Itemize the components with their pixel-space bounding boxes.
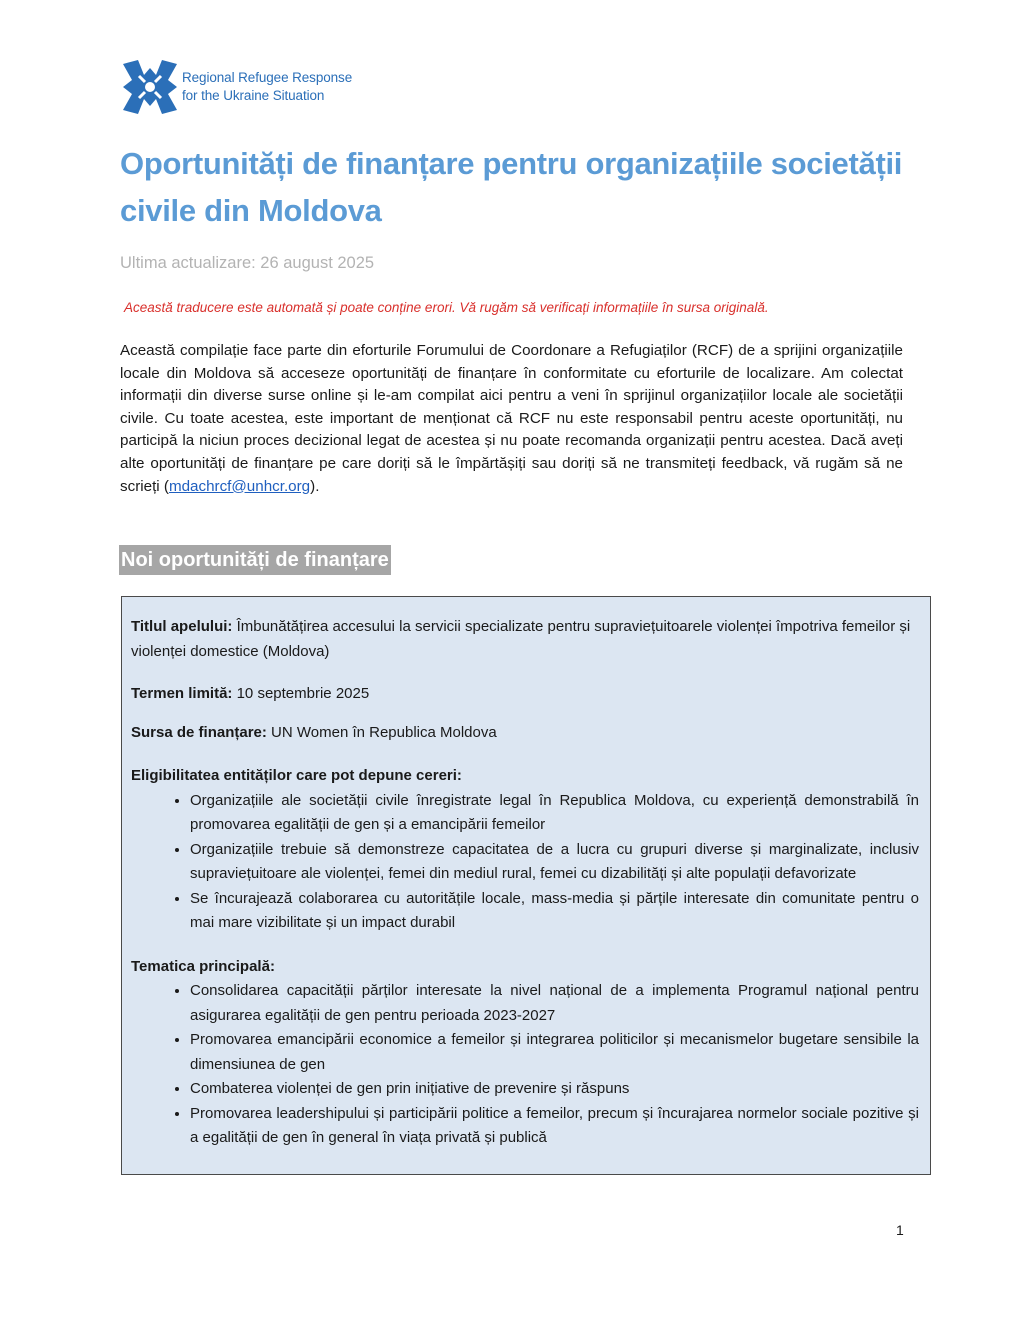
deadline-field <box>131 682 921 707</box>
section-title: Noi oportunități de finanțare <box>119 545 391 575</box>
intro-paragraph <box>120 340 903 498</box>
rrp-logo-icon <box>121 58 179 116</box>
intro-text: Această compilație face parte din eforturile Forumului de Coordonare a Refugiaților (RCF) de a sprijini organizațiile locale din Moldova să acceseze oportunități de finanțare în conformitate cu eforturile de localizare. Am colectat informații din diverse surse online și le-am compilat aici pentru a veni în sprijinul organizațiilor locale ale societății civile. Cu toate acestea, este important de menționat că RCF nu este responsabil pentru aceste oportunități, nu participă la niciun proces decizional legat de acestea și nu poate recomanda organizații pentru acestea. Dacă aveți alte oportunități de finanțare pe care doriți să le împărtășiți sau doriți să ne transmiteți feedback, vă rugăm să ne scrieți ( <box>120 342 903 495</box>
funding-source-field <box>131 721 921 746</box>
page-number: 1 <box>896 1222 904 1238</box>
eligibility-item: • Organizațiile ale societății civile înregistrate legal în Republica Moldova, cu experiență demonstrabilă în promovarea egalității de gen și a emancipării femeilor <box>190 789 921 838</box>
opportunity-card <box>121 596 931 1175</box>
funding-source-value: UN Women în Republica Moldova <box>271 723 497 741</box>
logo <box>121 58 352 116</box>
last-updated: Ultima actualizare: 26 august 2025 <box>120 254 375 272</box>
page-title: Oportunități de finanțare pentru organizațiile societății civile din Moldova <box>120 146 903 228</box>
logo-text-line1: Regional Refugee Response <box>182 70 353 85</box>
contact-email-link[interactable]: mdachrcf@unhcr.org <box>168 477 311 495</box>
translation-disclaimer: Această traducere este automată și poate conține erori. Vă rugăm să verificați informațiile în sursa originală. <box>124 300 769 315</box>
intro-text-end: ). <box>310 477 320 495</box>
eligibility-list <box>131 789 921 936</box>
call-title-label: Titlul apelului: <box>131 618 233 635</box>
funding-source-label: Sursa de finanțare: <box>131 723 267 741</box>
logo-text <box>182 69 352 105</box>
eligibility-item: • Se încurajează colaborarea cu autoritățile locale, mass-media și părțile interesate din comunitate pentru o mai mare vizibilitate și un impact durabil <box>190 887 921 936</box>
call-title-field <box>131 615 921 664</box>
themes-heading: Tematica principală: <box>131 957 275 975</box>
theme-item: • Consolidarea capacității părților interesate la nivel național de a implementa Programul național pentru asigurarea egalității de gen pentru perioada 2023-2027 <box>190 979 921 1028</box>
eligibility-heading: Eligibilitatea entităților care pot depune cereri: <box>131 767 462 784</box>
eligibility-item: • Organizațiile trebuie să demonstreze capacitatea de a lucra cu grupuri diverse și marginalizate, inclusiv supraviețuitoare ale violenței, femei din mediul rural, femei cu dizabilități și alte populații defavorizate <box>190 838 921 887</box>
logo-text-line2: for the Ukraine Situation <box>182 88 325 103</box>
deadline-label: Termen limită: <box>131 685 233 702</box>
call-title-value: Îmbunătățirea accesului la servicii specializate pentru supraviețuitoarele violenței împotriva femeilor și violenței domestice (Moldova) <box>131 618 911 660</box>
themes-list <box>131 979 921 1151</box>
theme-item: • Combaterea violenței de gen prin inițiative de prevenire și răspuns <box>190 1077 921 1102</box>
theme-item: • Promovarea leadershipului și participării politice a femeilor, precum și încurajarea normelor sociale pozitive și a egalității de gen în general în viața privată și publică <box>190 1102 921 1151</box>
theme-item: • Promovarea emancipării economice a femeilor și integrarea politicilor și mecanismelor bugetare sensibile la dimensiunea de gen <box>190 1028 921 1077</box>
deadline-value: 10 septembrie 2025 <box>236 685 370 702</box>
